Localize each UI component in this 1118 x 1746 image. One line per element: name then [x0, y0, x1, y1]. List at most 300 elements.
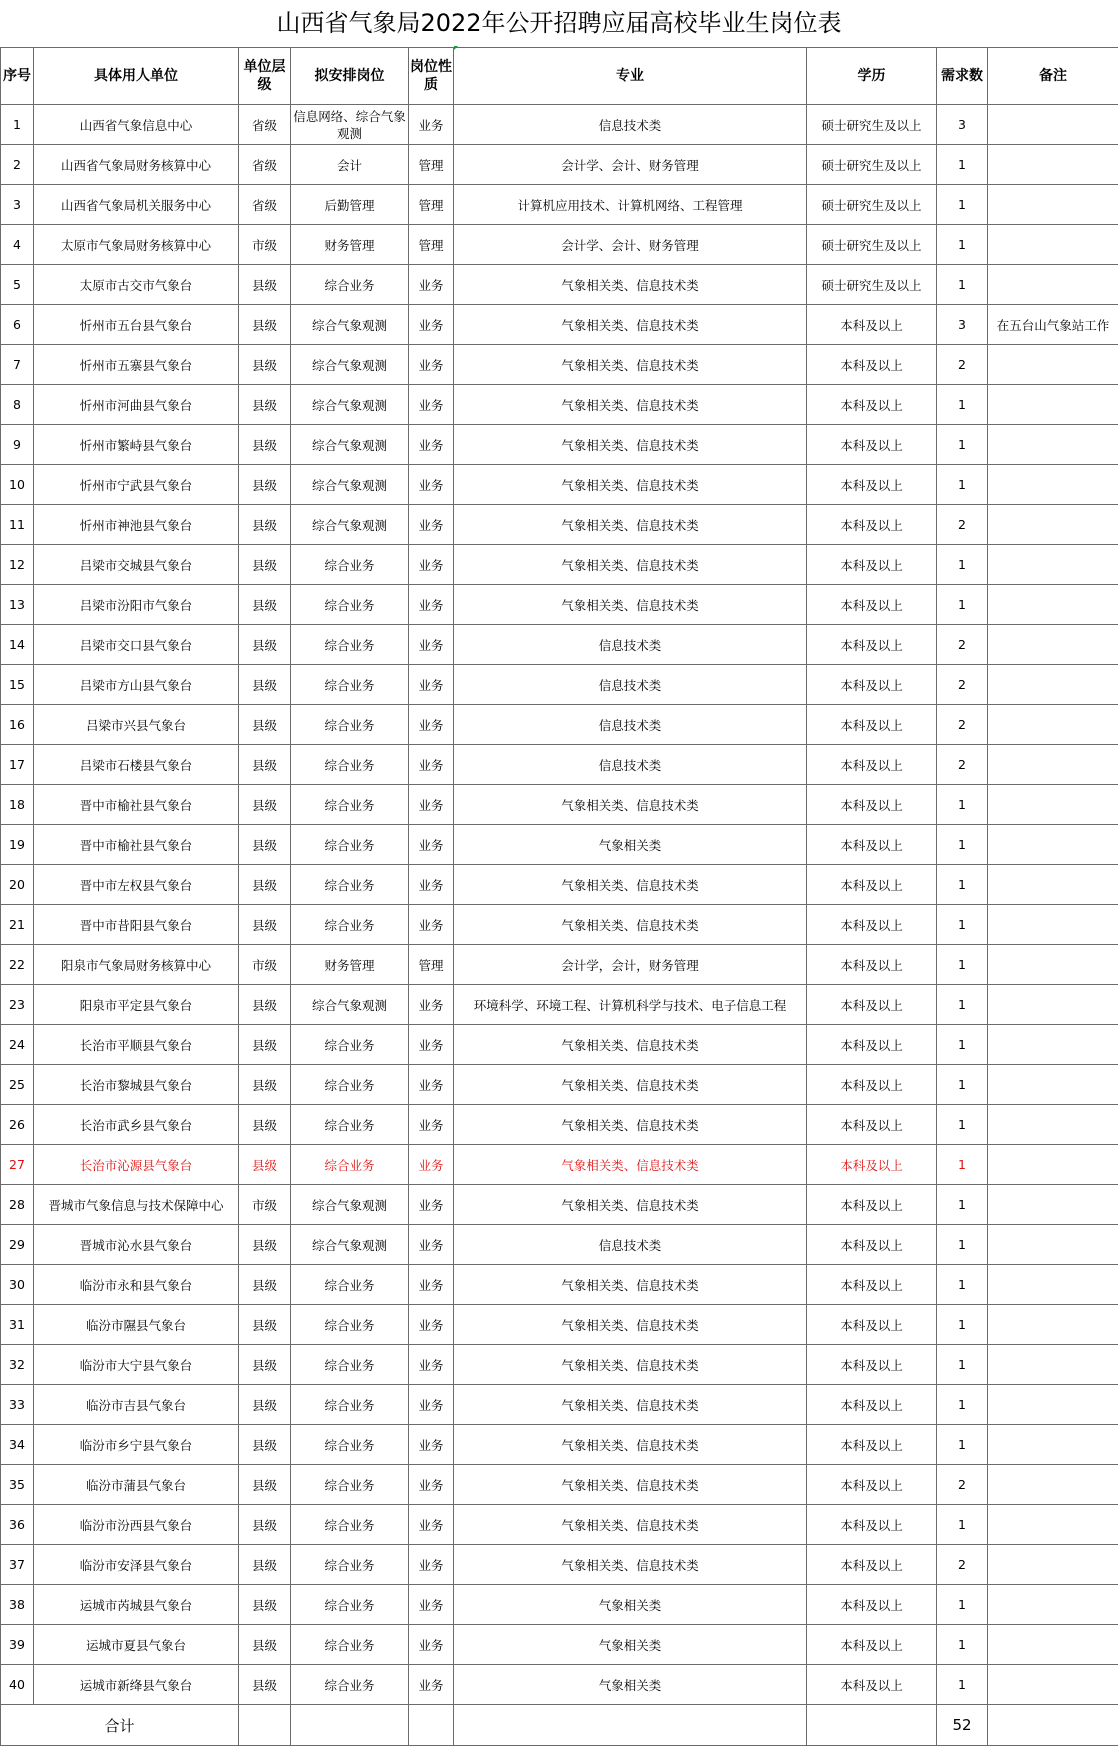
cell-seq: 11 — [1, 505, 34, 545]
table-row — [1, 1505, 1118, 1545]
cell-major: 气象相关类、信息技术类 — [454, 1545, 807, 1585]
table-row — [1, 105, 1118, 145]
cell-seq: 1 — [1, 105, 34, 145]
cell-note — [988, 705, 1118, 745]
cell-major: 信息技术类 — [454, 705, 807, 745]
cell-level: 县级 — [239, 425, 291, 465]
cell-seq: 6 — [1, 305, 34, 345]
cell-count: 2 — [937, 705, 988, 745]
cell-unit: 晋中市左权县气象台 — [34, 865, 239, 905]
cell-note — [988, 1225, 1118, 1265]
cell-major: 气象相关类、信息技术类 — [454, 465, 807, 505]
cell-note — [988, 1665, 1118, 1705]
cell-post: 综合业务 — [291, 825, 409, 865]
cell-post: 综合业务 — [291, 1425, 409, 1465]
cell-major: 会计学、会计、财务管理 — [454, 145, 807, 185]
cell-level: 县级 — [239, 345, 291, 385]
cell-nature: 业务 — [409, 1185, 454, 1225]
cell-nature: 业务 — [409, 1305, 454, 1345]
cell-unit: 临汾市大宁县气象台 — [34, 1345, 239, 1385]
cell-level: 县级 — [239, 785, 291, 825]
cell-seq: 35 — [1, 1465, 34, 1505]
cell-unit: 晋城市沁水县气象台 — [34, 1225, 239, 1265]
table-row — [1, 345, 1118, 385]
cell-note — [988, 1105, 1118, 1145]
cell-level: 县级 — [239, 505, 291, 545]
cell-nature: 业务 — [409, 545, 454, 585]
cell-major: 气象相关类、信息技术类 — [454, 1065, 807, 1105]
cell-unit: 吕梁市交城县气象台 — [34, 545, 239, 585]
cell-level: 县级 — [239, 1025, 291, 1065]
cell-seq: 40 — [1, 1665, 34, 1705]
cell-edu: 本科及以上 — [807, 1185, 937, 1225]
cell-major: 环境科学、环境工程、计算机科学与技术、电子信息工程 — [454, 985, 807, 1025]
cell-edu: 本科及以上 — [807, 1105, 937, 1145]
cell-note — [988, 825, 1118, 865]
cell-seq: 24 — [1, 1025, 34, 1065]
cell-level: 县级 — [239, 265, 291, 305]
cell-major: 气象相关类、信息技术类 — [454, 1265, 807, 1305]
cell-unit: 山西省气象局机关服务中心 — [34, 185, 239, 225]
cell-nature: 业务 — [409, 1425, 454, 1465]
cell-count: 1 — [937, 185, 988, 225]
cell-level: 县级 — [239, 665, 291, 705]
cell-count: 1 — [937, 985, 988, 1025]
cell-level: 县级 — [239, 1305, 291, 1345]
cell-post: 综合业务 — [291, 865, 409, 905]
cell-count: 1 — [937, 1025, 988, 1065]
cell-count: 1 — [937, 1145, 988, 1185]
header-seq: 序号 — [1, 48, 34, 105]
cell-level: 县级 — [239, 465, 291, 505]
cell-nature: 业务 — [409, 865, 454, 905]
cell-unit: 长治市武乡县气象台 — [34, 1105, 239, 1145]
cell-nature: 业务 — [409, 785, 454, 825]
cell-post: 综合业务 — [291, 1625, 409, 1665]
cell-edu: 本科及以上 — [807, 1025, 937, 1065]
cell-unit: 吕梁市兴县气象台 — [34, 705, 239, 745]
cell-major: 计算机应用技术、计算机网络、工程管理 — [454, 185, 807, 225]
cell-seq: 8 — [1, 385, 34, 425]
cell-seq: 13 — [1, 585, 34, 625]
cell-note — [988, 1345, 1118, 1385]
total-empty-cell — [291, 1705, 409, 1746]
cell-seq: 32 — [1, 1345, 34, 1385]
cell-post: 综合业务 — [291, 1585, 409, 1625]
cell-post: 综合气象观测 — [291, 465, 409, 505]
table-row — [1, 145, 1118, 185]
cell-note — [988, 105, 1118, 145]
cell-major: 气象相关类、信息技术类 — [454, 265, 807, 305]
cell-major: 气象相关类、信息技术类 — [454, 1425, 807, 1465]
table-row — [1, 1225, 1118, 1265]
cell-major: 信息技术类 — [454, 105, 807, 145]
cell-note — [988, 1545, 1118, 1585]
cell-count: 1 — [937, 1305, 988, 1345]
cell-major: 气象相关类、信息技术类 — [454, 505, 807, 545]
cell-nature: 业务 — [409, 625, 454, 665]
cell-edu: 本科及以上 — [807, 305, 937, 345]
cell-seq: 20 — [1, 865, 34, 905]
cell-nature: 业务 — [409, 665, 454, 705]
cell-note — [988, 345, 1118, 385]
cell-nature: 业务 — [409, 825, 454, 865]
cell-seq: 4 — [1, 225, 34, 265]
cell-nature: 业务 — [409, 1225, 454, 1265]
cell-count: 1 — [937, 1265, 988, 1305]
table-row — [1, 1305, 1118, 1345]
table-row — [1, 185, 1118, 225]
cell-count: 1 — [937, 385, 988, 425]
cell-level: 县级 — [239, 1105, 291, 1145]
cell-edu: 本科及以上 — [807, 345, 937, 385]
cell-nature: 业务 — [409, 705, 454, 745]
cell-unit: 长治市平顺县气象台 — [34, 1025, 239, 1065]
table-row — [1, 825, 1118, 865]
cell-level: 县级 — [239, 1425, 291, 1465]
cell-unit: 吕梁市交口县气象台 — [34, 625, 239, 665]
cell-post: 综合业务 — [291, 1505, 409, 1545]
cell-note — [988, 1425, 1118, 1465]
cell-seq: 31 — [1, 1305, 34, 1345]
cell-note — [988, 1265, 1118, 1305]
cell-note — [988, 625, 1118, 665]
cell-note — [988, 905, 1118, 945]
table-row — [1, 1665, 1118, 1705]
cell-level: 县级 — [239, 745, 291, 785]
cell-note — [988, 385, 1118, 425]
table-row — [1, 1265, 1118, 1305]
table-row — [1, 705, 1118, 745]
cell-unit: 长治市黎城县气象台 — [34, 1065, 239, 1105]
cell-note — [988, 1385, 1118, 1425]
cell-level: 县级 — [239, 1505, 291, 1545]
table-row — [1, 1625, 1118, 1665]
cell-level: 县级 — [239, 585, 291, 625]
cell-post: 综合业务 — [291, 1105, 409, 1145]
cell-count: 1 — [937, 825, 988, 865]
header-note: 备注 — [988, 48, 1118, 105]
cell-count: 1 — [937, 1225, 988, 1265]
cell-unit: 忻州市五寨县气象台 — [34, 345, 239, 385]
cell-note — [988, 585, 1118, 625]
cell-count: 1 — [937, 465, 988, 505]
cell-major: 气象相关类 — [454, 1665, 807, 1705]
cell-unit: 长治市沁源县气象台 — [34, 1145, 239, 1185]
table-row — [1, 465, 1118, 505]
cell-unit: 临汾市吉县气象台 — [34, 1385, 239, 1425]
cell-nature: 业务 — [409, 385, 454, 425]
table-row — [1, 665, 1118, 705]
cell-unit: 晋中市昔阳县气象台 — [34, 905, 239, 945]
cell-count: 1 — [937, 865, 988, 905]
cell-nature: 业务 — [409, 1345, 454, 1385]
cell-seq: 21 — [1, 905, 34, 945]
table-row — [1, 785, 1118, 825]
cell-note — [988, 465, 1118, 505]
table-row — [1, 585, 1118, 625]
cell-major: 会计学，会计，财务管理 — [454, 945, 807, 985]
cell-note — [988, 945, 1118, 985]
cell-note — [988, 1305, 1118, 1345]
cell-count: 3 — [937, 305, 988, 345]
cell-nature: 业务 — [409, 505, 454, 545]
cell-nature: 业务 — [409, 465, 454, 505]
cell-nature: 业务 — [409, 1665, 454, 1705]
cell-post: 信息网络、综合气象观测 — [291, 105, 409, 145]
cell-edu: 本科及以上 — [807, 1425, 937, 1465]
cell-edu: 本科及以上 — [807, 625, 937, 665]
cell-post: 综合业务 — [291, 1345, 409, 1385]
cell-count: 1 — [937, 785, 988, 825]
cell-level: 县级 — [239, 905, 291, 945]
cell-post: 综合业务 — [291, 785, 409, 825]
cell-edu: 硕士研究生及以上 — [807, 265, 937, 305]
header-row — [1, 48, 1118, 105]
cell-edu: 本科及以上 — [807, 785, 937, 825]
cell-edu: 本科及以上 — [807, 1625, 937, 1665]
cell-level: 县级 — [239, 305, 291, 345]
header-edu: 学历 — [807, 48, 937, 105]
cell-level: 县级 — [239, 1345, 291, 1385]
cell-post: 综合业务 — [291, 1265, 409, 1305]
total-row — [1, 1705, 1118, 1746]
cell-count: 2 — [937, 1465, 988, 1505]
cell-count: 1 — [937, 1625, 988, 1665]
cell-count: 1 — [937, 145, 988, 185]
table-row — [1, 1065, 1118, 1105]
cell-major: 气象相关类、信息技术类 — [454, 1505, 807, 1545]
cell-count: 2 — [937, 1545, 988, 1585]
cell-note — [988, 185, 1118, 225]
cell-nature: 业务 — [409, 1105, 454, 1145]
cell-nature: 业务 — [409, 1065, 454, 1105]
cell-edu: 本科及以上 — [807, 1545, 937, 1585]
cell-edu: 本科及以上 — [807, 385, 937, 425]
cell-unit: 忻州市河曲县气象台 — [34, 385, 239, 425]
cell-level: 县级 — [239, 985, 291, 1025]
cell-unit: 晋中市榆社县气象台 — [34, 785, 239, 825]
cell-post: 综合业务 — [291, 1065, 409, 1105]
cell-unit: 吕梁市汾阳市气象台 — [34, 585, 239, 625]
header-post: 拟安排岗位 — [291, 48, 409, 105]
cell-seq: 22 — [1, 945, 34, 985]
table-row — [1, 1345, 1118, 1385]
cell-nature: 业务 — [409, 425, 454, 465]
cell-nature: 业务 — [409, 305, 454, 345]
cell-count: 1 — [937, 1385, 988, 1425]
cell-seq: 5 — [1, 265, 34, 305]
cell-count: 1 — [937, 1345, 988, 1385]
cell-seq: 17 — [1, 745, 34, 785]
cell-post: 综合气象观测 — [291, 1225, 409, 1265]
table-row — [1, 1385, 1118, 1425]
cell-level: 省级 — [239, 105, 291, 145]
cell-major: 信息技术类 — [454, 745, 807, 785]
cell-edu: 本科及以上 — [807, 745, 937, 785]
cell-note — [988, 1025, 1118, 1065]
cell-level: 县级 — [239, 1145, 291, 1185]
cell-major: 信息技术类 — [454, 1225, 807, 1265]
cell-post: 综合业务 — [291, 745, 409, 785]
cell-unit: 忻州市神池县气象台 — [34, 505, 239, 545]
cell-seq: 39 — [1, 1625, 34, 1665]
cell-post: 综合业务 — [291, 625, 409, 665]
cell-seq: 16 — [1, 705, 34, 745]
table-body — [1, 105, 1118, 1705]
cell-post: 综合业务 — [291, 265, 409, 305]
cell-nature: 业务 — [409, 1385, 454, 1425]
total-empty-cell — [454, 1705, 807, 1746]
cell-edu: 本科及以上 — [807, 425, 937, 465]
cell-major: 气象相关类 — [454, 1625, 807, 1665]
cell-edu: 本科及以上 — [807, 1145, 937, 1185]
cell-major: 气象相关类 — [454, 1585, 807, 1625]
cell-post: 综合业务 — [291, 1545, 409, 1585]
cell-level: 县级 — [239, 865, 291, 905]
header-nature: 岗位性质 — [409, 48, 454, 105]
table-row — [1, 1025, 1118, 1065]
cell-edu: 本科及以上 — [807, 1585, 937, 1625]
cell-major: 信息技术类 — [454, 665, 807, 705]
cell-seq: 12 — [1, 545, 34, 585]
cell-level: 市级 — [239, 1185, 291, 1225]
cell-edu: 本科及以上 — [807, 825, 937, 865]
cell-edu: 本科及以上 — [807, 505, 937, 545]
cell-edu: 硕士研究生及以上 — [807, 185, 937, 225]
cell-count: 1 — [937, 1585, 988, 1625]
cell-major: 气象相关类、信息技术类 — [454, 865, 807, 905]
cell-post: 综合业务 — [291, 1025, 409, 1065]
cell-seq: 10 — [1, 465, 34, 505]
cell-nature: 业务 — [409, 985, 454, 1025]
cell-level: 县级 — [239, 545, 291, 585]
cell-nature: 业务 — [409, 1025, 454, 1065]
table-row — [1, 985, 1118, 1025]
cell-post: 会计 — [291, 145, 409, 185]
cell-count: 1 — [937, 1185, 988, 1225]
table-row — [1, 385, 1118, 425]
total-empty-cell — [409, 1705, 454, 1746]
cell-major: 气象相关类、信息技术类 — [454, 1385, 807, 1425]
cell-nature: 业务 — [409, 1465, 454, 1505]
cell-count: 1 — [937, 225, 988, 265]
cell-post: 综合业务 — [291, 1145, 409, 1185]
cell-note — [988, 505, 1118, 545]
cell-major: 气象相关类、信息技术类 — [454, 1185, 807, 1225]
cell-nature: 管理 — [409, 225, 454, 265]
cell-level: 县级 — [239, 1465, 291, 1505]
table-row — [1, 1545, 1118, 1585]
cell-count: 1 — [937, 585, 988, 625]
cell-major: 信息技术类 — [454, 625, 807, 665]
cell-level: 县级 — [239, 385, 291, 425]
cell-count: 1 — [937, 905, 988, 945]
cell-level: 县级 — [239, 1225, 291, 1265]
cell-edu: 本科及以上 — [807, 545, 937, 585]
cell-major: 气象相关类 — [454, 825, 807, 865]
cell-post: 综合气象观测 — [291, 305, 409, 345]
cell-seq: 30 — [1, 1265, 34, 1305]
cell-post: 综合业务 — [291, 1665, 409, 1705]
cell-note — [988, 225, 1118, 265]
cell-post: 财务管理 — [291, 225, 409, 265]
table-row — [1, 1145, 1118, 1185]
cell-level: 县级 — [239, 1385, 291, 1425]
cell-unit: 晋城市气象信息与技术保障中心 — [34, 1185, 239, 1225]
cell-note — [988, 1145, 1118, 1185]
cell-count: 3 — [937, 105, 988, 145]
cell-level: 县级 — [239, 625, 291, 665]
cell-edu: 本科及以上 — [807, 1065, 937, 1105]
cell-note — [988, 1625, 1118, 1665]
cell-nature: 业务 — [409, 1145, 454, 1185]
cell-seq: 19 — [1, 825, 34, 865]
cell-seq: 37 — [1, 1545, 34, 1585]
cell-nature: 业务 — [409, 1625, 454, 1665]
cell-note — [988, 545, 1118, 585]
cell-note: 在五台山气象站工作 — [988, 305, 1118, 345]
cell-note — [988, 1585, 1118, 1625]
cell-edu: 本科及以上 — [807, 1305, 937, 1345]
cell-edu: 本科及以上 — [807, 1505, 937, 1545]
cell-note — [988, 425, 1118, 465]
cell-post: 后勤管理 — [291, 185, 409, 225]
cell-edu: 本科及以上 — [807, 1225, 937, 1265]
cell-edu: 硕士研究生及以上 — [807, 225, 937, 265]
cell-unit: 运城市芮城县气象台 — [34, 1585, 239, 1625]
cell-nature: 业务 — [409, 105, 454, 145]
cell-count: 1 — [937, 945, 988, 985]
table-row — [1, 1185, 1118, 1225]
cell-seq: 26 — [1, 1105, 34, 1145]
header-level: 单位层级 — [239, 48, 291, 105]
cell-seq: 14 — [1, 625, 34, 665]
cell-unit: 临汾市安泽县气象台 — [34, 1545, 239, 1585]
cell-edu: 本科及以上 — [807, 1345, 937, 1385]
table-row — [1, 545, 1118, 585]
cell-post: 综合气象观测 — [291, 425, 409, 465]
cell-unit: 阳泉市气象局财务核算中心 — [34, 945, 239, 985]
cell-post: 综合业务 — [291, 1305, 409, 1345]
cell-major: 气象相关类、信息技术类 — [454, 385, 807, 425]
cell-edu: 硕士研究生及以上 — [807, 105, 937, 145]
cell-edu: 本科及以上 — [807, 1665, 937, 1705]
cell-level: 县级 — [239, 825, 291, 865]
table-row — [1, 905, 1118, 945]
cell-count: 2 — [937, 345, 988, 385]
cell-note — [988, 1185, 1118, 1225]
cell-seq: 23 — [1, 985, 34, 1025]
cell-unit: 吕梁市石楼县气象台 — [34, 745, 239, 785]
table-row — [1, 865, 1118, 905]
cell-seq: 27 — [1, 1145, 34, 1185]
cell-post: 综合气象观测 — [291, 985, 409, 1025]
cell-count: 1 — [937, 545, 988, 585]
cell-count: 1 — [937, 425, 988, 465]
total-empty-cell — [807, 1705, 937, 1746]
cell-count: 2 — [937, 505, 988, 545]
cell-unit: 临汾市乡宁县气象台 — [34, 1425, 239, 1465]
table-row — [1, 1465, 1118, 1505]
table-row — [1, 945, 1118, 985]
cell-post: 综合气象观测 — [291, 385, 409, 425]
cell-seq: 29 — [1, 1225, 34, 1265]
cell-level: 省级 — [239, 145, 291, 185]
table-row — [1, 305, 1118, 345]
cell-nature: 业务 — [409, 1505, 454, 1545]
cell-note — [988, 1505, 1118, 1545]
